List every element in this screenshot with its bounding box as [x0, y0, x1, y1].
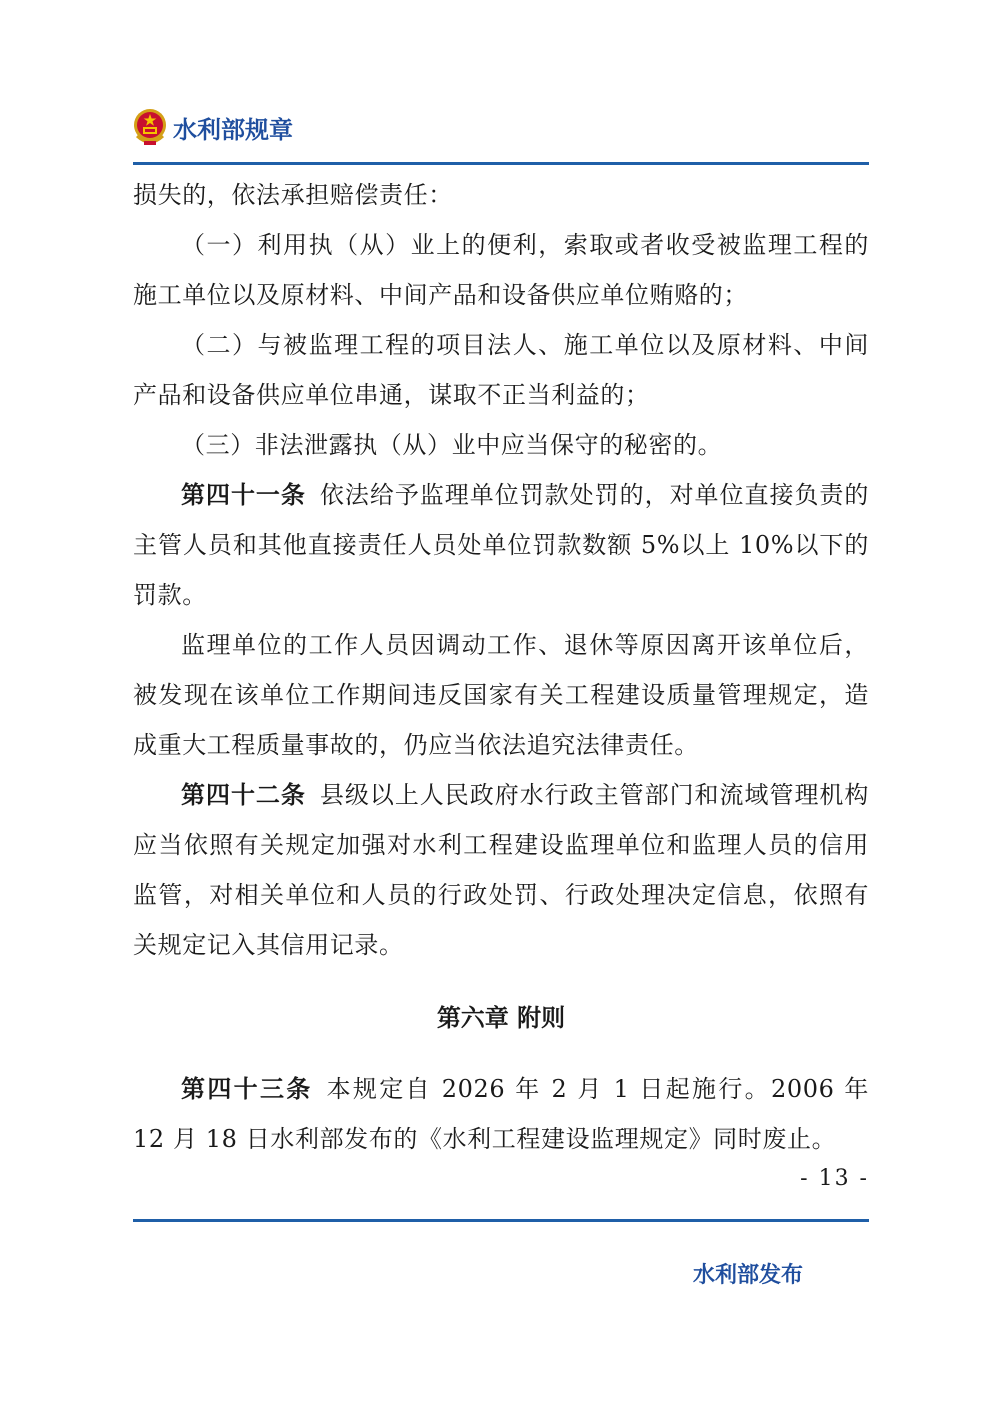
article-41: [133, 470, 869, 620]
article-43: [133, 1064, 869, 1164]
paragraph: （三）非法泄露执（从）业中应当保守的秘密的。: [181, 431, 723, 459]
article-number: 第四十一条: [181, 481, 306, 509]
article-42: [133, 770, 869, 970]
footer-publisher: 水利部发布: [693, 1263, 804, 1288]
article-text: 县级以上人民政府水行政主管部门和流域管理机构应当依照有关规定加强对水利工程建设监理单位和监理人员的信用监管，对相关单位和人员的行政处罚、行政处理决定信息，依照有关规定记入其信用记录。: [133, 781, 870, 959]
header-title: 水利部规章: [173, 116, 293, 144]
footer-rule: [133, 1219, 869, 1222]
article-number: 第四十三条: [181, 1075, 313, 1103]
document-body: [133, 170, 869, 1164]
paragraph: 损失的，依法承担赔偿责任：: [133, 181, 453, 209]
page-number: - 13 -: [800, 1166, 869, 1191]
chapter-heading: 第六章 附则: [436, 1004, 566, 1032]
article-text: 本规定自 2026 年 2 月 1 日起施行。2006 年 12 月 18 日水利部发布的《水利工程建设监理规定》同时废止。: [133, 1075, 870, 1153]
article-number: 第四十二条: [181, 781, 306, 809]
national-emblem-icon: [133, 108, 167, 146]
paragraph: 监理单位的工作人员因调动工作、退休等原因离开该单位后，被发现在该单位工作期间违反国家有关工程建设质量管理规定，造成重大工程质量事故的，仍应当依法追究法律责任。: [133, 631, 869, 759]
paragraph: （一）利用执（从）业上的便利，索取或者收受被监理工程的施工单位以及原材料、中间产品和设备供应单位贿赂的；: [133, 231, 869, 309]
header-rule: [133, 162, 869, 165]
article-text: 依法给予监理单位罚款处罚的，对单位直接负责的主管人员和其他直接责任人员处单位罚款数额 5%以上 10%以下的罚款。: [133, 481, 870, 609]
page-header: [133, 104, 869, 164]
paragraph: （二）与被监理工程的项目法人、施工单位以及原材料、中间产品和设备供应单位串通，谋取不正当利益的；: [133, 331, 869, 409]
